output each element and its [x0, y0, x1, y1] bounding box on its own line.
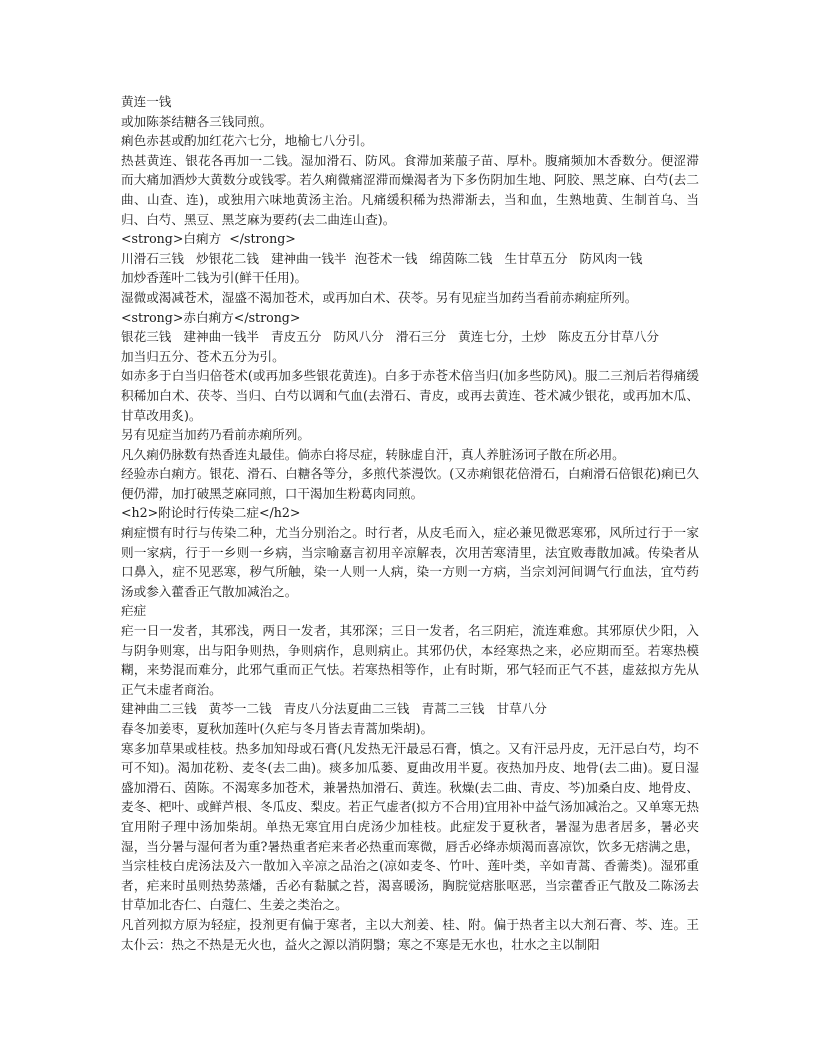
paragraph: 寒多加草果或桂枝。热多加知母或石膏(凡发热无汗最忌石膏，慎之。又有汗忌丹皮，无汗忌白芍，均不可不知)。渴加花粉、麦冬(去二曲)。痰多加瓜蒌、夏曲改用半夏。夜热加丹皮、地骨(去二曲)。夏日湿盛加滑石、茵陈。不渴寒多加苍术，兼暑热加滑石、黄连。秋燥(去二曲、青皮、芩)加桑白皮、地骨皮、麦冬、杷叶、或鲜芦根、冬瓜皮、梨皮。若正气虚者(拟方不合用)宜用补中益气汤加减治之。又单寒无热宜用附子理中汤加柴胡。单热无寒宜用白虎汤少加桂枝。此症发于夏秋者，暑湿为患者居多，暑必夹湿，当分暑与湿何者为重?暑热重者疟来者必热重而寒微，唇舌必绛赤烦渴而喜凉饮，饮多无痞满之患，当宗桂枝白虎汤法及六一散加入辛凉之品治之(凉如麦冬、竹叶、莲叶类，辛如青蒿、香薷类)。湿邪重者，疟来时虽则热势蒸燔，舌必有黏腻之苔，渴喜暖汤，胸脘觉痞胀呕恶，当宗藿香正气散及二陈汤去甘草加北杏仁、白蔻仁、生姜之类治之。	[121, 740, 699, 913]
paragraph: 如赤多于白当归倍苍术(或再加多些银花黄连)。白多于赤苍术倍当归(加多些防风)。服二三剂后若得痛缓积稀加白术、茯苓、当归、白芍以调和气血(去滑石、青皮，或再去黄连、苍术减少银花，或再加木瓜、甘草改用炙)。	[121, 368, 699, 423]
prescription-line: 银花三钱 建神曲一钱半 青皮五分 防风八分 滑石三分 黄连七分，土炒 陈皮五分甘草八分	[121, 329, 660, 345]
paragraph: 湿微或渴减苍术，湿盛不渴加苍术，或再加白术、茯苓。另有见症当加药当看前赤痢症所列。	[121, 289, 638, 305]
paragraph: 加当归五分、苍术五分为引。	[121, 348, 285, 364]
paragraph: 或加陈茶结糖各三钱同煎。	[121, 113, 273, 129]
paragraph: 热甚黄连、银花各再加一二钱。湿加滑石、防风。食滞加莱菔子苗、厚朴。腹痛频加木香数分。便涩滞而大痛加酒炒大黄数分或钱零。若久痢微痛涩滞而燥渴者为下多伤阴加生地、阿胶、黑芝麻、白芍(去二曲、山查、连)，或独用六味地黄汤主治。凡痛缓积稀为热滞渐去，当和血，生熟地黄、生制首乌、当归、白芍、黑豆、黑芝麻为要药(去二曲连山查)。	[121, 152, 699, 227]
prescription-line: 建神曲二三钱 黄芩一二钱 青皮八分法夏曲二三钱 青蒿二三钱 甘草八分	[121, 701, 547, 717]
prescription-line: 川滑石三钱 炒银花二钱 建神曲一钱半 泡苍术一钱 绵茵陈二钱 生甘草五分 防风肉一钱	[121, 250, 643, 266]
section-heading: <strong>赤白痢方</strong>	[121, 309, 301, 325]
section-heading: 疟症	[121, 603, 147, 619]
paragraph: 经验赤白痢方。银花、滑石、白糖各等分，多煎代茶漫饮。(又赤痢银花倍滑石，白痢滑石倍银花)痢已久便仍滞，加打破黑芝麻同煎，口干渴加生粉葛肉同煎。	[121, 466, 699, 501]
paragraph: 黄连一钱	[121, 94, 172, 109]
paragraph: 疟一日一发者，其邪浅，两日一发者，其邪深；三日一发者，名三阴疟，流连难愈。其邪原伏少阳，入与阴争则寒，出与阳争则热，争则病作，息则病止。其邪仍伏，本经寒热之来，必应期而至。若寒热模糊，来势混而难分，此邪气重而正气怯。若寒热相等作，止有时斯，邪气轻而正气不甚，虚兹拟方先从正气未虚者商治。	[121, 623, 699, 697]
section-heading: <h2>附论时行传染二症</h2>	[121, 505, 301, 521]
document-body	[121, 92, 699, 954]
section-heading: <strong>白痢方 </strong>	[121, 231, 296, 247]
paragraph: 春冬加姜枣，夏秋加莲叶(久疟与冬月皆去青蒿加柴胡)。	[121, 721, 434, 736]
paragraph: 另有见症当加药乃看前赤痢所列。	[121, 427, 310, 443]
paragraph: 痢色赤甚或酌加红花六七分，地榆七八分引。	[121, 133, 373, 149]
paragraph: 凡首列拟方原为轻症，投剂更有偏于寒者，主以大剂姜、桂、附。偏于热者主以大剂石膏、芩、连。王太仆云：热之不热是无火也，益火之源以消阴翳；寒之不寒是无水也，壮水之主以制阳	[121, 916, 699, 952]
paragraph: 凡久痢仍脉数有热香连丸最佳。倘赤白将尽症，转脉虚自汗，真人养脏汤诃子散在所必用。	[121, 446, 625, 462]
paragraph: 加炒香莲叶二钱为引(鲜干任用)。	[121, 270, 308, 286]
paragraph: 痢症惯有时行与传染二种，尤当分别治之。时行者，从皮毛而入，症必兼见微恶寒邪，风所过行于一家则一家病，行于一乡则一乡病，当宗喻嘉言初用辛凉解表，次用苦寒清里，法宜败毒散加减。传染者从口鼻入，症不见恶寒，秽气所触，染一人则一人病，染一方则一方病，当宗刘河间调气行血法，宜芍药汤或参入藿香正气散加减治之。	[121, 525, 699, 599]
